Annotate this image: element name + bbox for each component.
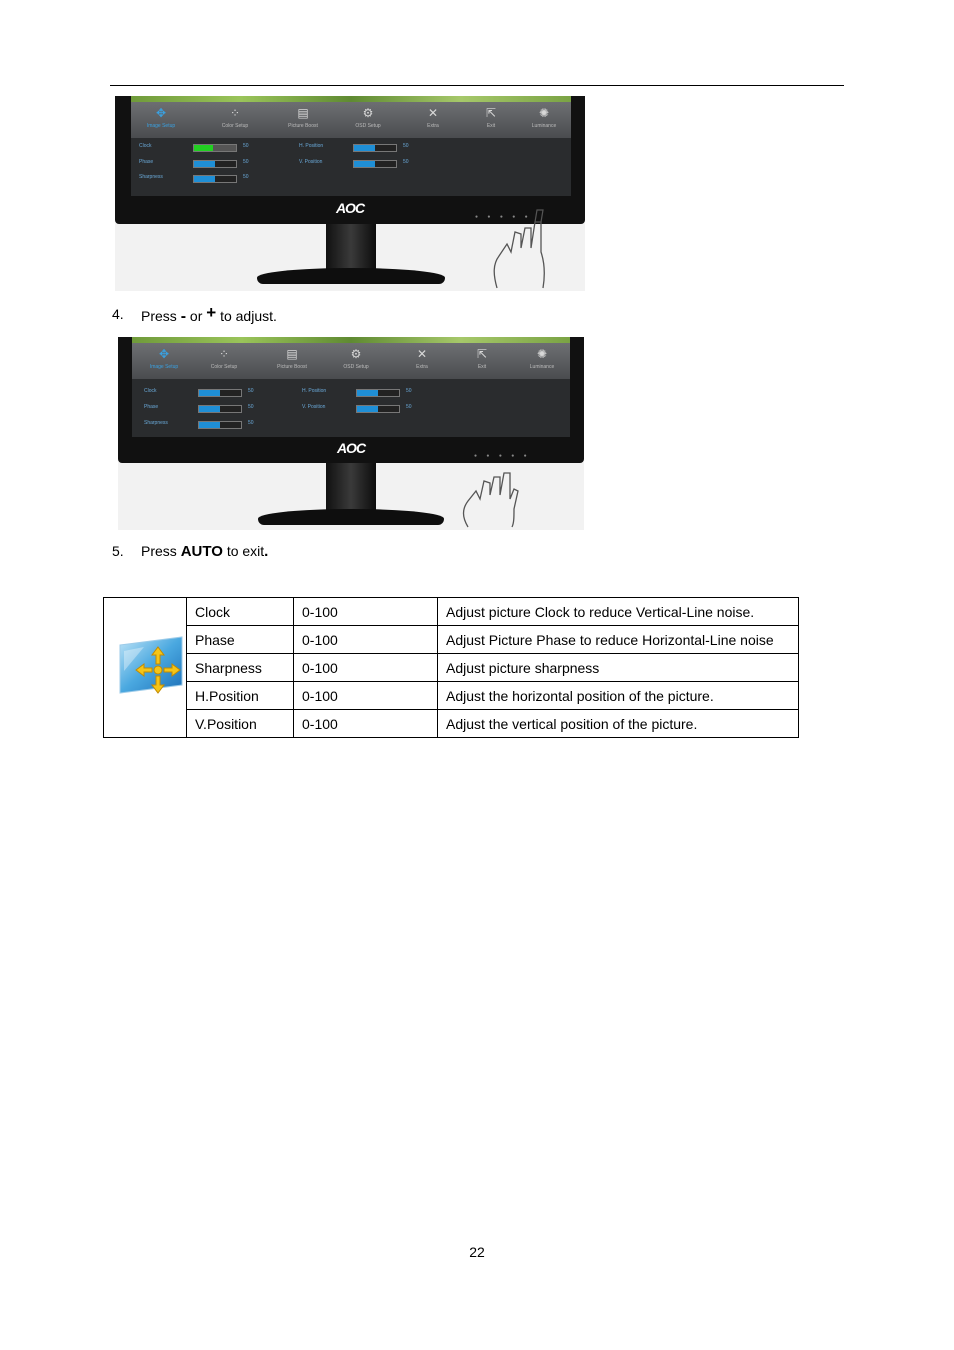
exit-icon: ⇱: [485, 106, 497, 120]
table-row: [104, 682, 799, 710]
item-cell: H.Position: [187, 682, 294, 710]
osd-slider[interactable]: [198, 405, 242, 413]
extra-icon: ✕: [427, 106, 439, 120]
osd-tab-exit[interactable]: ⇱ Exit: [461, 104, 521, 130]
osd-setup-icon: ⚙: [350, 347, 362, 361]
image-setup-table: [103, 597, 799, 738]
item-cell: Phase: [187, 626, 294, 654]
pointing-hand-icon: [487, 208, 557, 290]
osd-menu-bar: [132, 343, 570, 379]
table-row: [104, 654, 799, 682]
range-cell: 0-100: [294, 710, 438, 738]
osd-screen: [132, 337, 570, 437]
table-row: [104, 626, 799, 654]
header-rule: [110, 85, 844, 86]
table-row: [104, 598, 799, 626]
monitor-neck: [326, 463, 376, 513]
range-cell: 0-100: [294, 626, 438, 654]
range-cell: 0-100: [294, 682, 438, 710]
osd-slider[interactable]: [193, 160, 237, 168]
table-icon-cell: [104, 598, 187, 738]
osd-tab-color-setup[interactable]: ⁘ Color Setup: [205, 104, 265, 130]
color-setup-icon: ⁘: [229, 106, 241, 120]
osd-tab-extra[interactable]: ✕ Extra: [392, 345, 452, 371]
range-cell: 0-100: [294, 598, 438, 626]
osd-slider[interactable]: [198, 421, 242, 429]
description-cell: Adjust picture sharpness: [438, 654, 799, 682]
osd-tab-osd-setup[interactable]: ⚙ OSD Setup: [338, 104, 398, 130]
picture-boost-icon: ▤: [297, 106, 309, 120]
osd-setup-icon: ⚙: [362, 106, 374, 120]
plus-key-icon: +: [206, 303, 217, 322]
osd-tab-luminance[interactable]: ✺ Luminance: [514, 104, 574, 130]
monitor-base: [257, 268, 445, 284]
osd-screen: [131, 96, 571, 196]
image-setup-icon: [104, 631, 186, 701]
item-cell: V.Position: [187, 710, 294, 738]
minus-key-icon: -: [180, 308, 187, 325]
monitor-bezel: [115, 96, 585, 224]
description-cell: Adjust the vertical position of the picture.: [438, 710, 799, 738]
extra-icon: ✕: [416, 347, 428, 361]
osd-tab-image-setup[interactable]: ✥ Image Setup: [134, 345, 194, 371]
osd-slider[interactable]: [356, 389, 400, 397]
item-cell: Sharpness: [187, 654, 294, 682]
osd-menu-bar: [131, 102, 571, 138]
monitor-buttons[interactable]: ● ● ● ● ●: [475, 214, 532, 220]
picture-boost-icon: ▤: [286, 347, 298, 361]
color-setup-icon: ⁘: [218, 347, 230, 361]
osd-slider[interactable]: [353, 160, 397, 168]
osd-tab-picture-boost[interactable]: ▤ Picture Boost: [273, 104, 333, 130]
osd-tab-image-setup[interactable]: ✥ Image Setup: [131, 104, 191, 130]
osd-slider[interactable]: [356, 405, 400, 413]
brand-logo: AOC: [336, 440, 366, 456]
monitor-illustration-2: [118, 337, 584, 530]
table-row: [104, 710, 799, 738]
brand-logo: AOC: [335, 200, 365, 216]
monitor-neck: [326, 224, 376, 272]
osd-tab-osd-setup[interactable]: ⚙ OSD Setup: [326, 345, 386, 371]
item-cell: Clock: [187, 598, 294, 626]
osd-settings: Clock 50 Phase 50 Sharpness 50 H. Position 50 V. Position 50: [139, 142, 553, 190]
luminance-icon: ✺: [536, 347, 548, 361]
luminance-icon: ✺: [538, 106, 550, 120]
monitor-illustration-1: [115, 96, 585, 291]
osd-tab-color-setup[interactable]: ⁘ Color Setup: [194, 345, 254, 371]
osd-tab-luminance[interactable]: ✺ Luminance: [512, 345, 572, 371]
osd-slider[interactable]: [193, 144, 237, 152]
osd-tab-exit[interactable]: ⇱ Exit: [452, 345, 512, 371]
pointing-hand-icon: [458, 463, 528, 529]
exit-icon: ⇱: [476, 347, 488, 361]
monitor-base: [258, 509, 444, 525]
image-setup-icon: ✥: [158, 347, 170, 361]
osd-settings: Clock 50 Phase 50 Sharpness 50 H. Position 50 V. Position 50: [144, 387, 552, 431]
description-cell: Adjust the horizontal position of the picture.: [438, 682, 799, 710]
page-number: 22: [469, 1244, 485, 1260]
osd-tab-extra[interactable]: ✕ Extra: [403, 104, 463, 130]
description-cell: Adjust picture Clock to reduce Vertical-Line noise.: [438, 598, 799, 626]
range-cell: 0-100: [294, 654, 438, 682]
osd-slider[interactable]: [198, 389, 242, 397]
osd-tab-picture-boost[interactable]: ▤ Picture Boost: [262, 345, 322, 371]
osd-slider[interactable]: [353, 144, 397, 152]
monitor-bezel: [118, 337, 584, 463]
description-cell: Adjust Picture Phase to reduce Horizontal-Line noise: [438, 626, 799, 654]
auto-key-label: AUTO: [180, 543, 223, 560]
osd-slider[interactable]: [193, 175, 237, 183]
image-setup-icon: ✥: [155, 106, 167, 120]
monitor-buttons[interactable]: ● ● ● ● ●: [474, 453, 531, 459]
